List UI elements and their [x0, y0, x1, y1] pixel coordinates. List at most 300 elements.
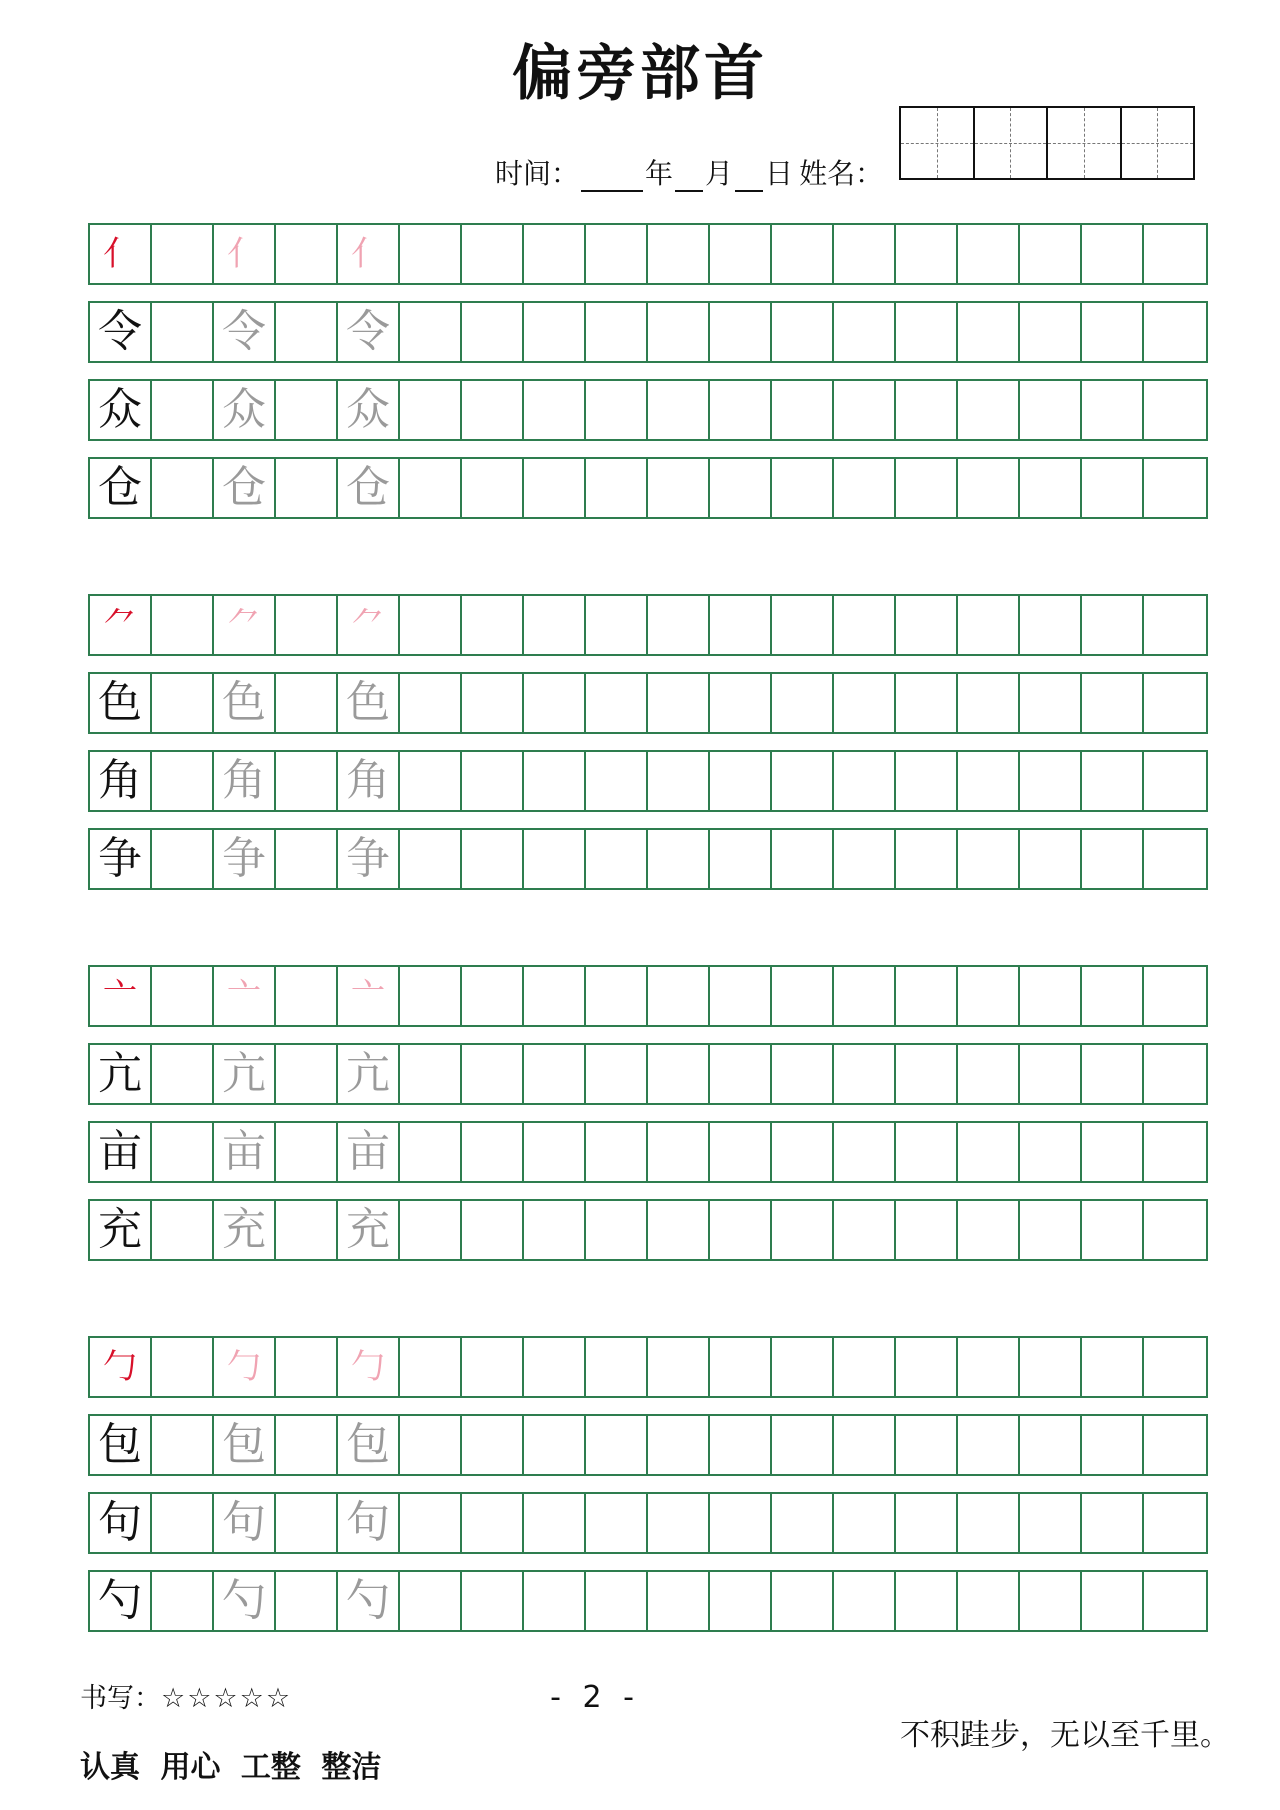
- writing-cell[interactable]: [1082, 1201, 1144, 1259]
- writing-cell[interactable]: [710, 1045, 772, 1103]
- writing-cell[interactable]: [586, 1201, 648, 1259]
- writing-cell[interactable]: [1020, 1123, 1082, 1181]
- radical-model-cell[interactable]: 亠: [90, 967, 152, 1025]
- writing-cell[interactable]: [648, 674, 710, 732]
- writing-cell[interactable]: [400, 303, 462, 361]
- character-model-cell[interactable]: 仓: [90, 459, 152, 517]
- radical-trace-cell[interactable]: ⺈: [214, 596, 276, 654]
- writing-cell[interactable]: [524, 1494, 586, 1552]
- writing-cell[interactable]: [958, 596, 1020, 654]
- writing-cell[interactable]: [958, 303, 1020, 361]
- writing-cell[interactable]: [462, 1045, 524, 1103]
- name-cell[interactable]: [1048, 108, 1122, 178]
- writing-cell[interactable]: [896, 1123, 958, 1181]
- writing-cell[interactable]: [834, 1572, 896, 1630]
- writing-cell[interactable]: [1144, 303, 1206, 361]
- writing-cell[interactable]: [400, 1123, 462, 1181]
- writing-cell[interactable]: [152, 1572, 214, 1630]
- writing-cell[interactable]: [1020, 381, 1082, 439]
- writing-cell[interactable]: [1020, 1201, 1082, 1259]
- writing-cell[interactable]: [896, 1416, 958, 1474]
- writing-cell[interactable]: [1144, 830, 1206, 888]
- writing-cell[interactable]: [524, 225, 586, 283]
- writing-cell[interactable]: [1020, 459, 1082, 517]
- writing-cell[interactable]: [772, 1416, 834, 1474]
- writing-cell[interactable]: [1144, 225, 1206, 283]
- writing-cell[interactable]: [524, 1572, 586, 1630]
- writing-cell[interactable]: [462, 1494, 524, 1552]
- writing-cell[interactable]: [958, 381, 1020, 439]
- radical-trace-cell[interactable]: ⺈: [338, 596, 400, 654]
- writing-cell[interactable]: [152, 303, 214, 361]
- writing-cell[interactable]: [400, 830, 462, 888]
- writing-cell[interactable]: [586, 596, 648, 654]
- writing-cell[interactable]: [648, 303, 710, 361]
- writing-cell[interactable]: [462, 674, 524, 732]
- writing-cell[interactable]: [276, 225, 338, 283]
- writing-cell[interactable]: [772, 459, 834, 517]
- writing-cell[interactable]: [1144, 1201, 1206, 1259]
- writing-cell[interactable]: [834, 1045, 896, 1103]
- writing-cell[interactable]: [772, 830, 834, 888]
- writing-cell[interactable]: [896, 752, 958, 810]
- character-model-cell[interactable]: 亢: [90, 1045, 152, 1103]
- writing-cell[interactable]: [1144, 674, 1206, 732]
- writing-cell[interactable]: [462, 459, 524, 517]
- writing-cell[interactable]: [586, 1123, 648, 1181]
- writing-cell[interactable]: [1020, 830, 1082, 888]
- writing-cell[interactable]: [1144, 967, 1206, 1025]
- writing-cell[interactable]: [710, 967, 772, 1025]
- radical-trace-cell[interactable]: 亠: [338, 967, 400, 1025]
- character-model-cell[interactable]: 充: [90, 1201, 152, 1259]
- writing-cell[interactable]: [1144, 1572, 1206, 1630]
- writing-cell[interactable]: [958, 459, 1020, 517]
- writing-cell[interactable]: [648, 459, 710, 517]
- character-trace-cell[interactable]: 仓: [214, 459, 276, 517]
- writing-cell[interactable]: [1144, 459, 1206, 517]
- writing-cell[interactable]: [1082, 1494, 1144, 1552]
- writing-cell[interactable]: [586, 303, 648, 361]
- writing-cell[interactable]: [524, 1338, 586, 1396]
- writing-cell[interactable]: [1082, 381, 1144, 439]
- writing-cell[interactable]: [1144, 752, 1206, 810]
- writing-cell[interactable]: [958, 1045, 1020, 1103]
- name-cell[interactable]: [975, 108, 1049, 178]
- radical-trace-cell[interactable]: 勹: [338, 1338, 400, 1396]
- writing-cell[interactable]: [958, 1572, 1020, 1630]
- writing-cell[interactable]: [710, 830, 772, 888]
- writing-cell[interactable]: [648, 1416, 710, 1474]
- writing-cell[interactable]: [524, 1123, 586, 1181]
- writing-cell[interactable]: [710, 752, 772, 810]
- writing-cell[interactable]: [400, 459, 462, 517]
- writing-cell[interactable]: [276, 1201, 338, 1259]
- writing-cell[interactable]: [896, 1572, 958, 1630]
- writing-cell[interactable]: [1020, 752, 1082, 810]
- writing-cell[interactable]: [1020, 1494, 1082, 1552]
- writing-cell[interactable]: [1082, 303, 1144, 361]
- writing-cell[interactable]: [524, 674, 586, 732]
- writing-cell[interactable]: [834, 967, 896, 1025]
- writing-cell[interactable]: [958, 830, 1020, 888]
- writing-cell[interactable]: [400, 225, 462, 283]
- character-model-cell[interactable]: 句: [90, 1494, 152, 1552]
- character-row: [88, 672, 1208, 734]
- writing-cell[interactable]: [1144, 1045, 1206, 1103]
- writing-cell[interactable]: [586, 459, 648, 517]
- writing-cell[interactable]: [152, 1045, 214, 1103]
- writing-cell[interactable]: [648, 1338, 710, 1396]
- writing-cell[interactable]: [524, 830, 586, 888]
- writing-cell[interactable]: [710, 596, 772, 654]
- writing-cell[interactable]: [958, 1338, 1020, 1396]
- writing-cell[interactable]: [710, 1494, 772, 1552]
- writing-cell[interactable]: [772, 596, 834, 654]
- writing-cell[interactable]: [772, 967, 834, 1025]
- writing-cell[interactable]: [462, 1416, 524, 1474]
- writing-cell[interactable]: [834, 225, 896, 283]
- writing-cell[interactable]: [400, 1494, 462, 1552]
- writing-cell[interactable]: [586, 967, 648, 1025]
- writing-cell[interactable]: [1082, 1572, 1144, 1630]
- radical-trace-cell[interactable]: 亠: [214, 967, 276, 1025]
- writing-cell[interactable]: [462, 381, 524, 439]
- writing-cell[interactable]: [152, 1201, 214, 1259]
- writing-cell[interactable]: [958, 1416, 1020, 1474]
- radical-trace-cell[interactable]: 亻: [338, 225, 400, 283]
- writing-cell[interactable]: [152, 830, 214, 888]
- writing-cell[interactable]: [462, 1338, 524, 1396]
- writing-cell[interactable]: [896, 303, 958, 361]
- writing-cell[interactable]: [152, 752, 214, 810]
- writing-cell[interactable]: [958, 225, 1020, 283]
- writing-cell[interactable]: [524, 752, 586, 810]
- writing-cell[interactable]: [462, 1201, 524, 1259]
- writing-cell[interactable]: [648, 596, 710, 654]
- writing-cell[interactable]: [1020, 596, 1082, 654]
- writing-cell[interactable]: [958, 752, 1020, 810]
- writing-cell[interactable]: [896, 1201, 958, 1259]
- writing-cell[interactable]: [462, 1572, 524, 1630]
- day-blank[interactable]: [735, 160, 763, 192]
- writing-cell[interactable]: [834, 1494, 896, 1552]
- writing-cell[interactable]: [772, 674, 834, 732]
- writing-cell[interactable]: [896, 1338, 958, 1396]
- writing-cell[interactable]: [1144, 1416, 1206, 1474]
- character-model-cell[interactable]: 角: [90, 752, 152, 810]
- writing-cell[interactable]: [896, 967, 958, 1025]
- writing-cell[interactable]: [400, 967, 462, 1025]
- writing-cell[interactable]: [958, 967, 1020, 1025]
- character-trace-cell[interactable]: 仓: [338, 459, 400, 517]
- writing-cell[interactable]: [276, 1338, 338, 1396]
- writing-cell[interactable]: [276, 752, 338, 810]
- character-model-cell[interactable]: 令: [90, 303, 152, 361]
- writing-cell[interactable]: [648, 830, 710, 888]
- writing-cell[interactable]: [152, 1494, 214, 1552]
- writing-cell[interactable]: [462, 752, 524, 810]
- character-trace-cell[interactable]: 亩: [338, 1123, 400, 1181]
- writing-cell[interactable]: [276, 1494, 338, 1552]
- writing-cell[interactable]: [524, 1416, 586, 1474]
- writing-cell[interactable]: [462, 830, 524, 888]
- writing-cell[interactable]: [400, 1338, 462, 1396]
- character-model-cell[interactable]: 亩: [90, 1123, 152, 1181]
- writing-cell[interactable]: [276, 1123, 338, 1181]
- writing-cell[interactable]: [648, 1572, 710, 1630]
- writing-cell[interactable]: [1020, 674, 1082, 732]
- writing-cell[interactable]: [1020, 225, 1082, 283]
- character-trace-cell[interactable]: 包: [338, 1416, 400, 1474]
- writing-cell[interactable]: [648, 1494, 710, 1552]
- writing-cell[interactable]: [834, 303, 896, 361]
- writing-cell[interactable]: [1082, 752, 1144, 810]
- writing-cell[interactable]: [834, 1123, 896, 1181]
- writing-cell[interactable]: [400, 596, 462, 654]
- writing-cell[interactable]: [772, 1494, 834, 1552]
- writing-cell[interactable]: [524, 381, 586, 439]
- writing-cell[interactable]: [400, 381, 462, 439]
- writing-cell[interactable]: [152, 596, 214, 654]
- writing-cell[interactable]: [772, 1338, 834, 1396]
- writing-cell[interactable]: [1082, 225, 1144, 283]
- writing-cell[interactable]: [152, 674, 214, 732]
- writing-cell[interactable]: [152, 459, 214, 517]
- writing-cell[interactable]: [462, 225, 524, 283]
- writing-cell[interactable]: [276, 459, 338, 517]
- writing-cell[interactable]: [648, 1201, 710, 1259]
- writing-cell[interactable]: [710, 1201, 772, 1259]
- writing-cell[interactable]: [152, 225, 214, 283]
- character-trace-cell[interactable]: 勺: [214, 1572, 276, 1630]
- writing-cell[interactable]: [834, 830, 896, 888]
- writing-cell[interactable]: [586, 1494, 648, 1552]
- writing-cell[interactable]: [834, 459, 896, 517]
- character-trace-cell[interactable]: 勺: [338, 1572, 400, 1630]
- writing-cell[interactable]: [1144, 1123, 1206, 1181]
- writing-cell[interactable]: [896, 225, 958, 283]
- character-trace-cell[interactable]: 争: [214, 830, 276, 888]
- writing-cell[interactable]: [462, 303, 524, 361]
- character-model-cell[interactable]: 勺: [90, 1572, 152, 1630]
- writing-cell[interactable]: [958, 1123, 1020, 1181]
- writing-cell[interactable]: [896, 1494, 958, 1552]
- writing-cell[interactable]: [1082, 1338, 1144, 1396]
- writing-cell[interactable]: [400, 1416, 462, 1474]
- writing-cell[interactable]: [586, 830, 648, 888]
- radical-row: [88, 965, 1208, 1027]
- character-trace-cell[interactable]: 充: [338, 1201, 400, 1259]
- character-model-cell[interactable]: 色: [90, 674, 152, 732]
- writing-cell[interactable]: [586, 1338, 648, 1396]
- writing-cell[interactable]: [400, 1201, 462, 1259]
- writing-cell[interactable]: [462, 596, 524, 654]
- character-trace-cell[interactable]: 角: [214, 752, 276, 810]
- writing-cell[interactable]: [524, 1045, 586, 1103]
- radical-model-cell[interactable]: 勹: [90, 1338, 152, 1396]
- month-blank[interactable]: [675, 160, 703, 192]
- writing-cell[interactable]: [586, 1416, 648, 1474]
- writing-cell[interactable]: [710, 381, 772, 439]
- writing-cell[interactable]: [1082, 1123, 1144, 1181]
- radical-trace-cell[interactable]: 勹: [214, 1338, 276, 1396]
- writing-cell[interactable]: [896, 1045, 958, 1103]
- year-blank[interactable]: [581, 160, 643, 192]
- character-model-cell[interactable]: 众: [90, 381, 152, 439]
- writing-cell[interactable]: [710, 1123, 772, 1181]
- page-number: - 2 -: [550, 1680, 640, 1715]
- writing-cell[interactable]: [276, 674, 338, 732]
- writing-cell[interactable]: [896, 830, 958, 888]
- writing-cell[interactable]: [1020, 303, 1082, 361]
- writing-cell[interactable]: [772, 381, 834, 439]
- writing-cell[interactable]: [1082, 830, 1144, 888]
- character-trace-cell[interactable]: 句: [214, 1494, 276, 1552]
- writing-cell[interactable]: [524, 967, 586, 1025]
- writing-cell[interactable]: [152, 1338, 214, 1396]
- writing-cell[interactable]: [276, 830, 338, 888]
- writing-cell[interactable]: [586, 752, 648, 810]
- writing-cell[interactable]: [710, 303, 772, 361]
- writing-cell[interactable]: [586, 381, 648, 439]
- radical-model-cell[interactable]: 亻: [90, 225, 152, 283]
- writing-cell[interactable]: [710, 1338, 772, 1396]
- writing-cell[interactable]: [400, 1572, 462, 1630]
- writing-cell[interactable]: [1020, 1338, 1082, 1396]
- writing-cell[interactable]: [586, 225, 648, 283]
- writing-cell[interactable]: [1020, 1045, 1082, 1103]
- writing-cell[interactable]: [400, 674, 462, 732]
- character-model-cell[interactable]: 争: [90, 830, 152, 888]
- writing-cell[interactable]: [710, 674, 772, 732]
- writing-cell[interactable]: [648, 381, 710, 439]
- radical-trace-cell[interactable]: 亻: [214, 225, 276, 283]
- writing-cell[interactable]: [958, 674, 1020, 732]
- writing-cell[interactable]: [772, 303, 834, 361]
- character-trace-cell[interactable]: 争: [338, 830, 400, 888]
- character-trace-cell[interactable]: 色: [338, 674, 400, 732]
- character-trace-cell[interactable]: 众: [338, 381, 400, 439]
- writing-cell[interactable]: [524, 596, 586, 654]
- writing-cell[interactable]: [834, 674, 896, 732]
- writing-cell[interactable]: [462, 967, 524, 1025]
- writing-cell[interactable]: [524, 1201, 586, 1259]
- writing-cell[interactable]: [586, 674, 648, 732]
- writing-cell[interactable]: [958, 1201, 1020, 1259]
- character-trace-cell[interactable]: 亢: [338, 1045, 400, 1103]
- character-trace-cell[interactable]: 句: [338, 1494, 400, 1552]
- writing-cell[interactable]: [710, 1416, 772, 1474]
- character-trace-cell[interactable]: 亩: [214, 1123, 276, 1181]
- writing-cell[interactable]: [772, 1123, 834, 1181]
- writing-cell[interactable]: [710, 459, 772, 517]
- writing-cell[interactable]: [648, 1045, 710, 1103]
- character-trace-cell[interactable]: 令: [338, 303, 400, 361]
- writing-cell[interactable]: [896, 674, 958, 732]
- writing-cell[interactable]: [276, 381, 338, 439]
- writing-cell[interactable]: [772, 1045, 834, 1103]
- writing-cell[interactable]: [1144, 596, 1206, 654]
- writing-cell[interactable]: [276, 1416, 338, 1474]
- character-model-cell[interactable]: 包: [90, 1416, 152, 1474]
- writing-cell[interactable]: [834, 1201, 896, 1259]
- writing-cell[interactable]: [896, 459, 958, 517]
- writing-cell[interactable]: [834, 381, 896, 439]
- writing-cell[interactable]: [1082, 596, 1144, 654]
- writing-cell[interactable]: [276, 303, 338, 361]
- radical-model-cell[interactable]: ⺈: [90, 596, 152, 654]
- writing-cell[interactable]: [1082, 1416, 1144, 1474]
- writing-cell[interactable]: [1020, 1572, 1082, 1630]
- character-trace-cell[interactable]: 充: [214, 1201, 276, 1259]
- character-trace-cell[interactable]: 色: [214, 674, 276, 732]
- writing-cell[interactable]: [152, 1416, 214, 1474]
- writing-cell[interactable]: [524, 459, 586, 517]
- name-writing-box[interactable]: [899, 106, 1195, 180]
- writing-cell[interactable]: [276, 967, 338, 1025]
- name-cell[interactable]: [901, 108, 975, 178]
- writing-cell[interactable]: [648, 752, 710, 810]
- writing-cell[interactable]: [276, 596, 338, 654]
- writing-cell[interactable]: [586, 1572, 648, 1630]
- writing-cell[interactable]: [958, 1494, 1020, 1552]
- writing-cell[interactable]: [1082, 967, 1144, 1025]
- writing-cell[interactable]: [834, 596, 896, 654]
- writing-cell[interactable]: [648, 967, 710, 1025]
- writing-cell[interactable]: [834, 1338, 896, 1396]
- writing-cell[interactable]: [1020, 1416, 1082, 1474]
- writing-cell[interactable]: [834, 752, 896, 810]
- writing-cell[interactable]: [772, 1572, 834, 1630]
- writing-cell[interactable]: [1082, 1045, 1144, 1103]
- writing-cell[interactable]: [1144, 381, 1206, 439]
- character-trace-cell[interactable]: 包: [214, 1416, 276, 1474]
- name-cell[interactable]: [1122, 108, 1194, 178]
- character-trace-cell[interactable]: 众: [214, 381, 276, 439]
- writing-cell[interactable]: [152, 1123, 214, 1181]
- writing-cell[interactable]: [276, 1045, 338, 1103]
- writing-cell[interactable]: [648, 1123, 710, 1181]
- writing-cell[interactable]: [524, 303, 586, 361]
- writing-cell[interactable]: [710, 1572, 772, 1630]
- writing-cell[interactable]: [462, 1123, 524, 1181]
- writing-cell[interactable]: [710, 225, 772, 283]
- writing-cell[interactable]: [772, 752, 834, 810]
- writing-cell[interactable]: [276, 1572, 338, 1630]
- writing-cell[interactable]: [1082, 459, 1144, 517]
- writing-cell[interactable]: [772, 225, 834, 283]
- writing-cell[interactable]: [896, 381, 958, 439]
- writing-cell[interactable]: [648, 225, 710, 283]
- writing-cell[interactable]: [1082, 674, 1144, 732]
- character-trace-cell[interactable]: 角: [338, 752, 400, 810]
- writing-cell[interactable]: [586, 1045, 648, 1103]
- writing-cell[interactable]: [400, 1045, 462, 1103]
- writing-cell[interactable]: [896, 596, 958, 654]
- writing-cell[interactable]: [772, 1201, 834, 1259]
- writing-cell[interactable]: [1144, 1494, 1206, 1552]
- writing-cell[interactable]: [152, 381, 214, 439]
- writing-cell[interactable]: [400, 752, 462, 810]
- writing-cell[interactable]: [1144, 1338, 1206, 1396]
- rating-stars[interactable]: ☆☆☆☆☆: [161, 1683, 293, 1714]
- character-trace-cell[interactable]: 亢: [214, 1045, 276, 1103]
- writing-cell[interactable]: [152, 967, 214, 1025]
- writing-cell[interactable]: [1020, 967, 1082, 1025]
- character-trace-cell[interactable]: 令: [214, 303, 276, 361]
- writing-cell[interactable]: [834, 1416, 896, 1474]
